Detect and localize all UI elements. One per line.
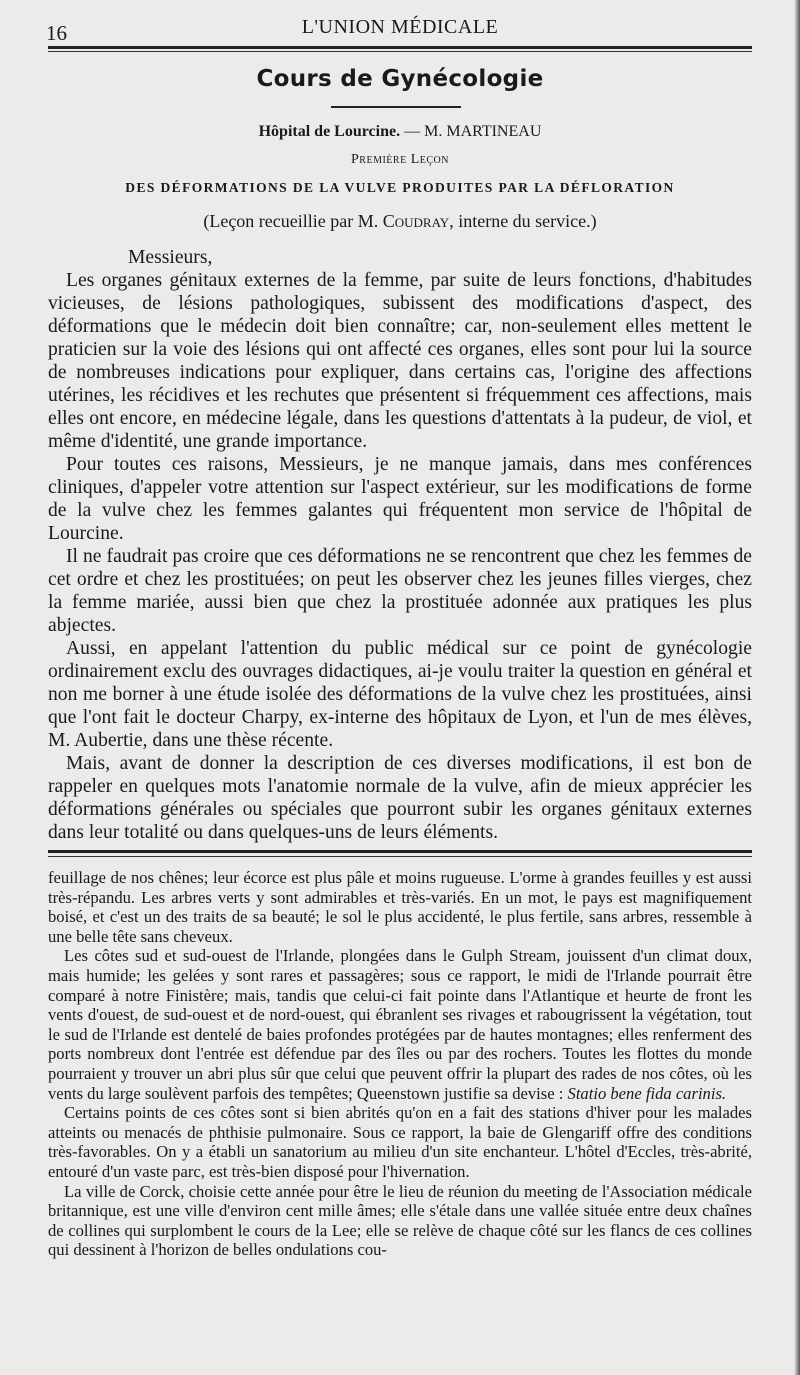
lecture-number: Première Leçon	[351, 152, 449, 167]
collected-by-suffix: , interne du service.)	[449, 211, 597, 231]
collected-by-prefix: (Leçon recueillie par M.	[203, 211, 383, 231]
paragraph: Il ne faudrait pas croire que ces déformations ne se rencontrent que chez les femmes de cet ordre et chez les prostituées; on peut les observer chez les jeunes filles vierges, chez la femme mariée, aussi bien que chez la prostituée adonnée aux pratiques les plus abjectes.	[48, 546, 752, 636]
paragraph: Aussi, en appelant l'attention du public médical sur ce point de gynécologie ordinairement exclu des ouvrages didactiques, ai-je voulu traiter la question en général et non me borner à une étude isolée des déformations de la vulve chez les prostituées, ainsi que l'ont fait le docteur Charpy, ex-interne des hôpitaux de Lyon, et l'un de mes élèves, M. Aubertie, dans une thèse récente.	[48, 638, 752, 751]
feuilleton-rule-thick	[48, 850, 752, 853]
hospital-name: Hôpital de Lourcine.	[258, 123, 401, 140]
feuilleton-rule-thin	[48, 856, 752, 857]
collector-name: Coudray	[382, 211, 450, 231]
paragraph: Pour toutes ces raisons, Messieurs, je ne manque jamais, dans mes conférences cliniques, d'appeler votre attention sur l'aspect extérieur, sur les modifications de forme de la vulve chez les femmes galantes qui fréquentent mon service de l'hôpital de Lourcine.	[48, 454, 752, 544]
article-title: Cours de Gynécologie	[256, 66, 544, 92]
feuilleton-paragraph: La ville de Corck, choisie cette année pour être le lieu de réunion du meeting de l'Association médicale britannique, est une ville d'environ cent mille âmes; elle s'étale dans une vallée située entre deux chaînes de collines qui surplombent le cours de la Lee; elle se relève de chaque côté sur les flancs de ces collines qui dessinent à l'horizon de belles ondulations cou-	[48, 1181, 752, 1260]
feuilleton-paragraph	[48, 946, 752, 1103]
feuilleton-text: Les côtes sud et sud-ouest de l'Irlande, plongées dans le Gulph Stream, jouissent d'un climat doux, mais humide; les gelées y sont rares et passagères; sous ce rapport, le midi de l'Irlande pourrait être comparé à notre Finistère; mais, tandis que celui-ci fait pointe dans l'Atlantique et heurte de front les vents d'ouest, de sud-ouest et de nord-ouest, qui ébranlent ses rivages et rabougrissent la végétation, tout le sud de l'Irlande est dentelé de baies profondes protégées par de hautes montagnes; elles renferment des ports nombreux dont l'entrée est défendue par des îles ou par des rochers. Toutes les flottes du monde pourraient y trouver un abri plus sûr que celui que peuvent offrir la plupart des rades de nos côtes, où les vents du large soulèvent parfois des tempêtes; Queenstown justifie sa devise :	[48, 946, 752, 1103]
header-rule-thick	[48, 46, 752, 49]
article-body	[48, 246, 752, 844]
title-divider	[331, 106, 461, 108]
page-edge-shadow	[794, 0, 800, 1375]
paragraph: Mais, avant de donner la description de ces diverses modifications, il est bon de rappeler en quelques mots l'anatomie normale de la vulve, afin de mieux apprécier les déformations générales ou spéciales que pourront subir les organes génitaux externes dans leur totalité ou dans quelques-uns de leurs éléments.	[48, 753, 752, 843]
city-motto: Statio bene fida carinis.	[567, 1083, 727, 1103]
feuilleton-paragraph: Certains points de ces côtes sont si bien abrités qu'on en a fait des stations d'hiver pour les malades atteints ou menacés de phthisie pulmonaire. Sous ce rapport, la baie de Glengariff offre des conditions très-favorables. On y a établi un sanatorium au milieu d'un site enchanteur. L'hôtel d'Eccles, très-abrité, entouré d'un vaste parc, est très-bien disposé pour l'hivernation.	[48, 1103, 752, 1181]
lecturer-name: — M. MARTINEAU	[404, 123, 542, 140]
paragraph: Les organes génitaux externes de la femme, par suite de leurs fonctions, d'habitudes vicieuses, de lésions pathologiques, subissent des modifications d'aspect, des déformations que le médecin doit bien connaître; car, non-seulement elles mettent le praticien sur la voie des lésions qui ont affecté ces organes, elles sont pour lui la source de nombreuses indications pour expliquer, dans certains cas, l'origine des affections utérines, les récidives et les rechutes que présentent si fréquemment ces affections, mais elles ont encore, en médecine légale, dans les questions d'attentats à la pudeur, de viol, et même d'identité, une grande importance.	[48, 270, 752, 452]
hospital-line	[0, 123, 800, 141]
feuilleton-paragraph: feuillage de nos chênes; leur écorce est plus pâle et moins rugueuse. L'orme à grandes feuilles y est aussi très-répandu. Les arbres verts y sont admirables et très-variés. En un mot, le pays est magnifiquement boisé, et c'est un des traits de sa beauté; le sol le plus accidenté, le plus fertile, sans arbres, ressemble à une belle tête sans cheveux.	[48, 868, 752, 946]
running-title: L'UNION MÉDICALE	[301, 16, 499, 38]
lecture-subject: DES DÉFORMATIONS DE LA VULVE PRODUITES PAR LA DÉFLORATION	[125, 180, 675, 195]
salutation: Messieurs,	[128, 247, 213, 268]
page-number: 16	[46, 21, 67, 45]
header-rule-thin	[48, 51, 752, 52]
collected-by-line	[0, 211, 800, 232]
feuilleton-body	[48, 868, 752, 1260]
